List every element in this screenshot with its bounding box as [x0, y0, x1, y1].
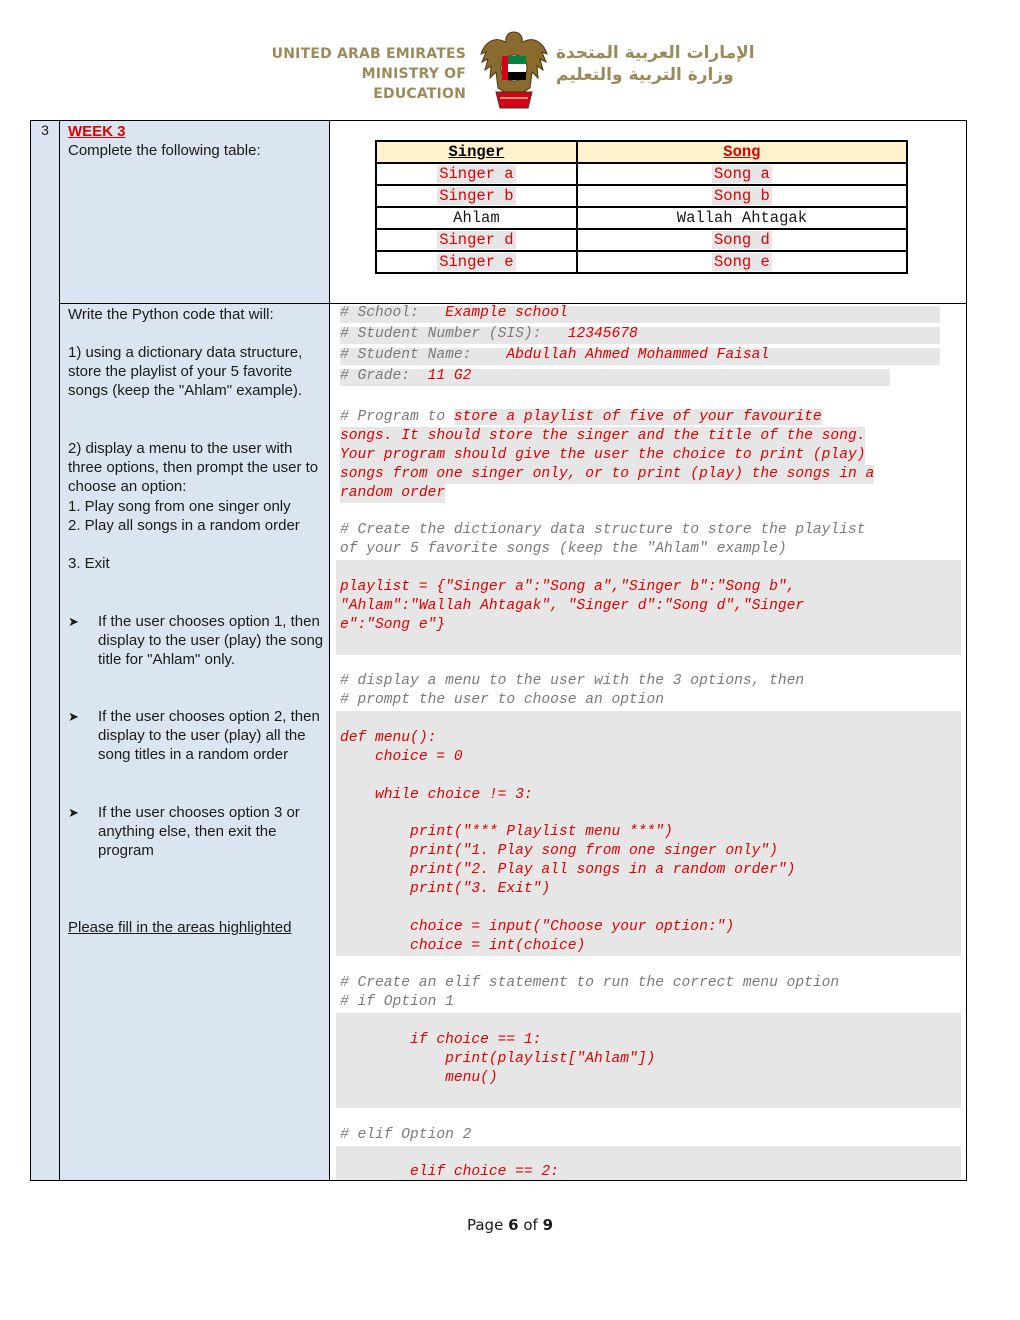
sis-input[interactable]: 12345678: [567, 326, 638, 342]
student-name-label: # Student Name:: [340, 347, 472, 363]
english-line-2: MINISTRY OF EDUCATION: [361, 66, 466, 102]
grade-label: # Grade:: [340, 368, 411, 384]
dict-code-2[interactable]: "Ahlam":"Wallah Ahtagak", "Singer d":"Song d","Singer: [340, 598, 805, 614]
bullet-option-3: [68, 803, 324, 860]
row-number: 3: [41, 122, 49, 138]
dict-code-3[interactable]: e":"Song e"}: [340, 617, 446, 633]
menu-code-1[interactable]: def menu():: [340, 730, 437, 746]
grade-line: [340, 367, 471, 386]
song-cell: Wallah Ahtagak: [676, 209, 808, 227]
menu-comment-1: # display a menu to the user with the 3 options, then: [340, 673, 805, 689]
student-name-input[interactable]: Abdullah Ahmed Mohammed Faisal: [506, 347, 770, 363]
dict-comment-2: of your 5 favorite songs (keep the "Ahlam" example): [340, 541, 787, 557]
ministry-name-arabic: [556, 42, 756, 86]
week-block: [68, 122, 324, 160]
header-singer: Singer: [376, 141, 577, 163]
singer-song-table: [375, 140, 908, 274]
arabic-line-2: وزارة التربية والتعليم: [556, 65, 734, 85]
task-step-1: 1) using a dictionary data structure, store the playlist of your 5 favorite songs (keep the "Ahlam" example).: [68, 344, 303, 399]
singer-cell[interactable]: Singer d: [439, 231, 514, 249]
dict-code-1[interactable]: playlist = {"Singer a":"Song a","Singer b":"Song b",: [340, 579, 796, 595]
menu-code-4[interactable]: print("*** Playlist menu ***"): [340, 824, 673, 840]
singer-cell[interactable]: Singer a: [439, 165, 514, 183]
option2-code-1[interactable]: elif choice == 2:: [340, 1164, 559, 1180]
page-current: 6: [508, 1216, 519, 1234]
elif-comment-2: # if Option 1: [340, 994, 454, 1010]
option1-code-3[interactable]: menu(): [340, 1070, 498, 1086]
song-cell[interactable]: Song b: [713, 187, 770, 205]
of-word: of: [523, 1216, 538, 1234]
menu-code-6[interactable]: print("2. Play all songs in a random order"): [340, 862, 796, 878]
song-cell[interactable]: Song d: [713, 231, 770, 249]
menu-code-7[interactable]: print("3. Exit"): [340, 881, 551, 897]
option2-comment: # elif Option 2: [340, 1127, 472, 1143]
menu-comment-2: # prompt the user to choose an option: [340, 692, 665, 708]
song-cell[interactable]: Song a: [713, 165, 770, 183]
bullet-text: If the user chooses option 2, then display to the user (play) all the song titles in a random order: [98, 708, 320, 763]
bullet-option-1: [68, 612, 324, 669]
table-row: [376, 251, 907, 273]
page-footer: [0, 1216, 1020, 1234]
ministry-name-english: [268, 44, 466, 104]
singer-cell[interactable]: Singer e: [439, 253, 514, 271]
uae-emblem-icon: [478, 28, 550, 114]
program-text-3[interactable]: Your program should give the user the choice to print (play): [340, 447, 866, 463]
elif-comment-1: # Create an elif statement to run the correct menu option: [340, 975, 840, 991]
menu-option-2: 2. Play all songs in a random order: [68, 517, 300, 534]
song-cell[interactable]: Song e: [713, 253, 770, 271]
program-text-2[interactable]: songs. It should store the singer and the title of the song.: [340, 428, 866, 444]
header-song: Song: [577, 141, 907, 163]
menu-code-2[interactable]: choice = 0: [340, 749, 463, 765]
bullet-option-2: [68, 707, 324, 764]
dict-comment-1: # Create the dictionary data structure to store the playlist: [340, 522, 866, 538]
arrow-bullet-icon: ➤: [68, 709, 79, 724]
option1-code-2[interactable]: print(playlist["Ahlam"]): [340, 1051, 656, 1067]
menu-code-5[interactable]: print("1. Play song from one singer only"): [340, 843, 778, 859]
table-row: [376, 207, 907, 229]
program-text-1[interactable]: store a playlist of five of your favourite: [453, 409, 822, 425]
school-label: # School:: [340, 305, 419, 321]
menu-option-3: 3. Exit: [68, 555, 110, 572]
option1-code-1[interactable]: if choice == 1:: [340, 1032, 542, 1048]
bullet-text: If the user chooses option 1, then display to the user (play) the song title for "Ahlam" only.: [98, 613, 324, 668]
arrow-bullet-icon: ➤: [68, 614, 79, 629]
student-name-line: [340, 346, 769, 365]
fill-highlight-note: Please fill in the areas highlighted: [68, 919, 292, 936]
arabic-line-1: الإمارات العربية المتحدة: [556, 43, 755, 63]
singer-cell[interactable]: Singer b: [439, 187, 514, 205]
sis-label: # Student Number (SIS):: [340, 326, 542, 342]
grade-input[interactable]: 11 G2: [427, 368, 472, 384]
week-label: WEEK 3: [68, 123, 126, 140]
menu-code-8[interactable]: choice = input("Choose your option:"): [340, 919, 735, 935]
table-row: [376, 229, 907, 251]
bullet-text: If the user chooses option 3 or anything else, then exit the program: [98, 804, 300, 859]
program-text-4[interactable]: songs from one singer only, or to print (play) the songs in a: [340, 466, 875, 482]
school-line: [340, 304, 568, 323]
page-total: 9: [542, 1216, 553, 1234]
singer-cell: Ahlam: [453, 209, 500, 227]
menu-option-1: 1. Play song from one singer only: [68, 498, 291, 515]
table-row: [376, 185, 907, 207]
menu-code-3[interactable]: while choice != 3:: [340, 787, 533, 803]
sis-line: [340, 325, 638, 344]
menu-code-9[interactable]: choice = int(choice): [340, 938, 586, 954]
table-row: [376, 163, 907, 185]
arrow-bullet-icon: ➤: [68, 805, 79, 820]
page-word: Page: [466, 1216, 504, 1234]
english-line-1: UNITED ARAB EMIRATES: [271, 46, 466, 62]
program-text-5[interactable]: random order: [340, 485, 446, 501]
school-input[interactable]: Example school: [445, 305, 568, 321]
table-instruction: Complete the following table:: [68, 142, 261, 159]
task-intro: Write the Python code that will:: [68, 306, 274, 323]
program-prefix: # Program to: [340, 409, 446, 425]
program-line-1: [340, 408, 822, 427]
task-step-2: 2) display a menu to the user with three options, then prompt the user to choose an option:: [68, 440, 319, 495]
